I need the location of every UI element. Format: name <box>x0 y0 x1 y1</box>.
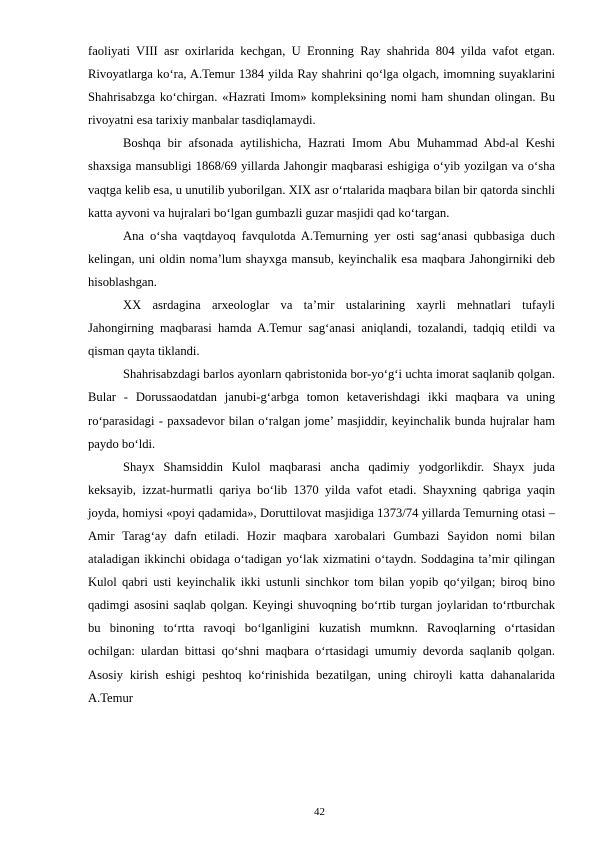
paragraph-2: Boshqa bir afsonada aytilishicha, Hazrati Imom Abu Muhammad Abd-al Keshi shaxsiga mansubligi 1868/69 yillarda Jahongir maqbarasi eshigiga o‘yib yozilgan va o‘sha vaqtga kelib esa, u unutilib yuborilgan. XIX asr o‘rtalarida maqbara bilan bir qatorda sinchli katta ayvoni va hujralari bo‘lgan gumbazli guzar masjidi qad ko‘targan. <box>88 136 555 220</box>
paragraph-1: faoliyati VIII asr oxirlarida kechgan, U Eronning Ray shahrida 804 yilda vafot etgan. Rivoyatlarga ko‘ra, A.Temur 1384 yilda Ray shahrini qo‘lga olgach, imomning suyaklarini Shahrisabzga ko‘chirgan. «Hazrati Imom» kompleksining nomi ham shundan olingan. Bu rivoyatni esa tarixiy manbalar tasdiqlamaydi. <box>88 44 555 128</box>
paragraph-4: XX asrdagina arxeologlar va ta’mir ustalarining xayrli mehnatlari tufayli Jahongirning maqbarasi hamda A.Temur sag‘anasi aniqlandi, tozalandi, tadqiq etildi va qisman qayta tiklandi. <box>88 298 555 359</box>
page-number: 42 <box>314 806 325 818</box>
paragraph-3: Ana o‘sha vaqtdayoq favqulotda A.Temurning yer osti sag‘anasi qubbasiga duch kelingan, uni oldin noma’lum shayxga mansub, keyinchalik esa maqbara Jahongirniki deb hisoblashgan. <box>88 228 555 289</box>
paragraph-5: Shahrisabzdagi barlos ayonlarn qabristonida bor-yo‘g‘i uchta imorat saqlanib qolgan. Bular - Dorussaodatdan janubi-g‘arbga tomon ketaverishdagi ikki maqbara va uning ro‘parasidagi - paxsadevor bilan o‘ralgan jome’ masjiddir, keyinchalik bunda hujralar ham paydo bo‘ldi. <box>88 367 555 451</box>
paragraph-6: Shayx Shamsiddin Kulol maqbarasi ancha qadimiy yodgorlikdir. Shayx juda keksayib, izzat-hurmatli qariya bo‘lib 1370 yilda vafot etadi. Shayxning qabriga yaqin joyda, homiysi «poyi qadamida», Doruttilovat masjidiga 1373/74 yillarda Temurning otasi – Amir Tarag‘ay dafn etiladi. Hozir maqbara xarobalari Gumbazi Sayidon nomi bilan ataladigan ikkinchi obidaga o‘tadigan yo‘lak xizmatini o‘taydn. Soddagina ta’mir qilingan Kulol qabri usti keyinchalik ikki ustunli sinchkor tom bilan yopib qo‘yilgan; biroq bino qadimgi asosini saqlab qolgan. Keyingi shuvoqning bo‘rtib turgan joylaridan to‘rtburchak bu binoning to‘rtta ravoqi bo‘lganligini kuzatish mumknn. Ravoqlarning o‘rtasidan ochilgan: ulardan bittasi qo‘shni maqbara o‘rtasidagi umumiy devorda saqlanib qolgan. Asosiy kirish eshigi peshtoq ko‘rinishida bezatilgan, uning chiroyli katta dahanalarida A.Temur <box>88 459 555 705</box>
document-page <box>88 40 555 710</box>
